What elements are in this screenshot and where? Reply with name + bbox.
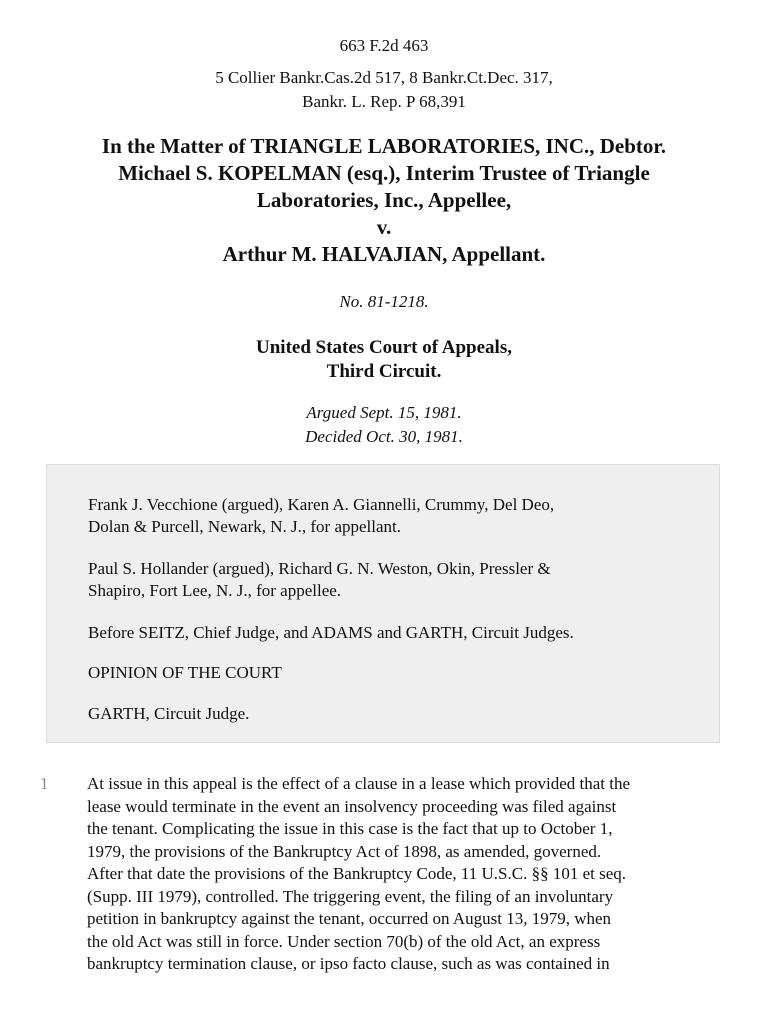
caption-versus: v.	[376, 215, 392, 239]
paragraph-line: After that date the provisions of the Bankruptcy Code, 11 U.S.C. §§ 101 et seq.	[87, 864, 627, 883]
appellee-counsel-line-1: Paul S. Hollander (argued), Richard G. N. Weston, Okin, Pressler &	[88, 559, 551, 578]
paragraph-line: At issue in this appeal is the effect of a clause in a lease which provided that the	[87, 774, 631, 793]
counsel-box	[46, 464, 720, 743]
appellee-counsel-line-2: Shapiro, Fort Lee, N. J., for appellee.	[88, 581, 342, 600]
argued-date: Argued Sept. 15, 1981.	[306, 403, 462, 422]
paragraph-line: bankruptcy termination clause, or ipso facto clause, such as was contained in	[87, 954, 610, 973]
appellant-counsel	[88, 494, 688, 538]
appellant-counsel-line-1: Frank J. Vecchione (argued), Karen A. Giannelli, Crummy, Del Deo,	[88, 495, 555, 514]
paragraph-line: petition in bankruptcy against the tenant, occurred on August 13, 1979, when	[87, 909, 612, 928]
caption-line-5: Arthur M. HALVAJIAN, Appellant.	[222, 242, 546, 266]
court-name-line-1: United States Court of Appeals,	[256, 337, 512, 358]
caption-line-3: Laboratories, Inc., Appellee,	[256, 188, 512, 212]
paragraph-number: 1	[40, 774, 49, 793]
parallel-citation-line-1: 5 Collier Bankr.Cas.2d 517, 8 Bankr.Ct.Dec. 317,	[215, 68, 553, 87]
appellant-counsel-line-2: Dolan & Purcell, Newark, N. J., for appellant.	[88, 517, 401, 536]
decided-date: Decided Oct. 30, 1981.	[305, 427, 463, 446]
opinion-paragraph	[87, 773, 723, 976]
opinion-author: GARTH, Circuit Judge.	[88, 704, 250, 723]
opinion-heading: OPINION OF THE COURT	[88, 663, 282, 682]
docket-number: No. 81-1218.	[339, 292, 429, 311]
caption-line-2: Michael S. KOPELMAN (esq.), Interim Trustee of Triangle	[118, 161, 650, 185]
paragraph-line: the old Act was still in force. Under section 70(b) of the old Act, an express	[87, 931, 601, 951]
paragraph-line: 1979, the provisions of the Bankruptcy Act of 1898, as amended, governed.	[87, 841, 602, 861]
panel-judges: Before SEITZ, Chief Judge, and ADAMS and GARTH, Circuit Judges.	[88, 623, 574, 642]
paragraph-line: the tenant. Complicating the issue in this case is the fact that up to October 1,	[87, 819, 613, 838]
paragraph-line: lease would terminate in the event an insolvency proceeding was filed against	[87, 796, 617, 816]
caption-line-1: In the Matter of TRIANGLE LABORATORIES, INC., Debtor.	[101, 134, 667, 158]
paragraph-line: (Supp. III 1979), controlled. The triggering event, the filing of an involuntary	[87, 886, 614, 906]
reporter-citation: 663 F.2d 463	[339, 36, 429, 55]
parallel-citation-line-2: Bankr. L. Rep. P 68,391	[302, 92, 466, 111]
court-name-line-2: Third Circuit.	[326, 361, 442, 382]
appellee-counsel	[88, 558, 688, 602]
